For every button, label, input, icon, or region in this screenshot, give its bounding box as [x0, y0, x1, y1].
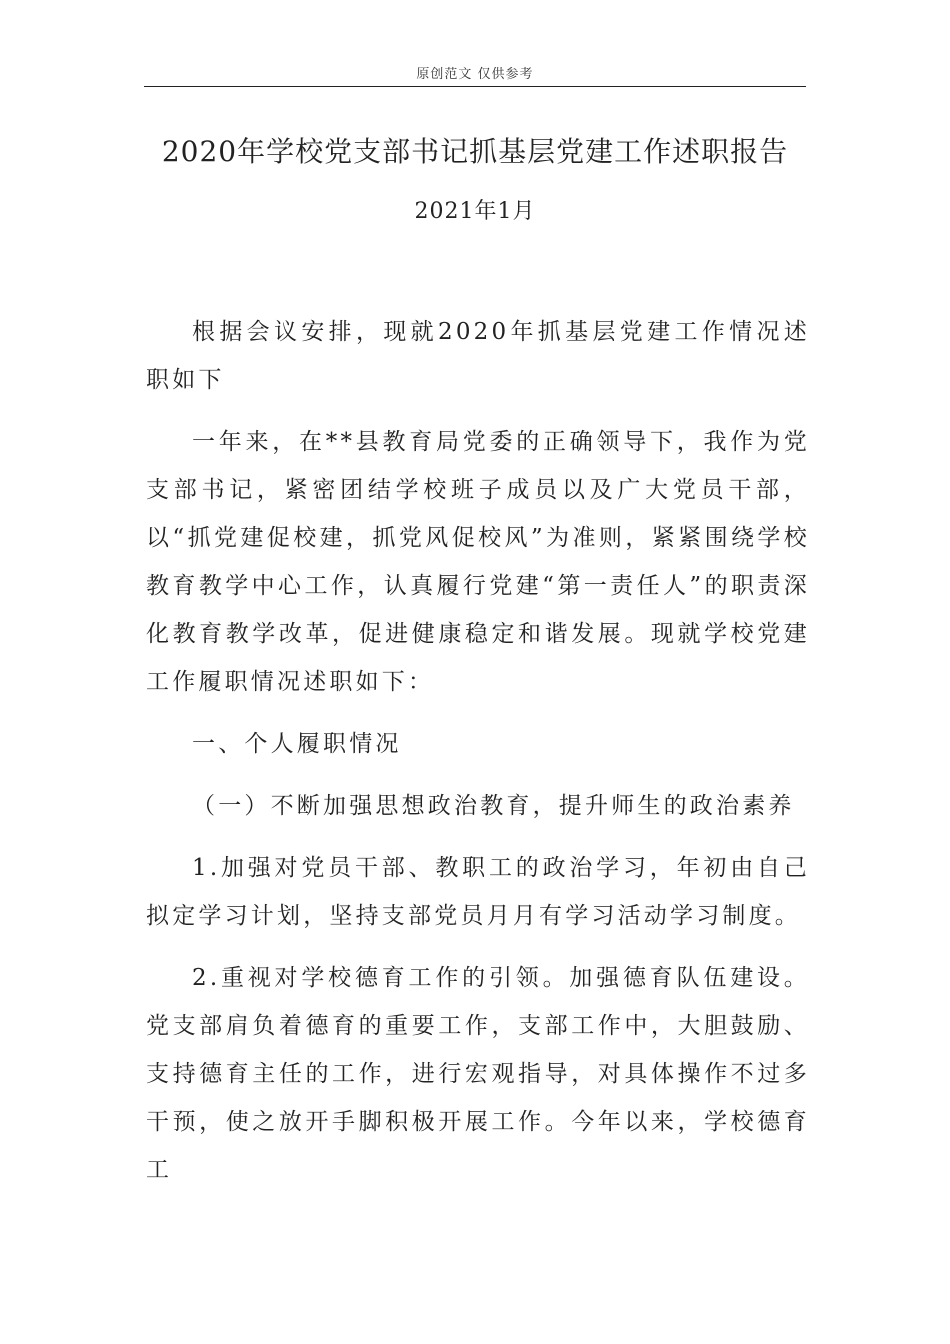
section-heading: 一、个人履职情况	[192, 731, 402, 757]
subsection-heading: （一）不断加强思想政治教育，提升师生的政治素养	[192, 793, 795, 819]
paragraph-overview: 一年来，在**县教育局党委的正确领导下，我作为党支部书记，紧密团结学校班子成员以及广大党员干部，以“抓党建促校建，抓党风促校风”为准则，紧紧围绕学校教育教学中心工作，认真履行党建“第一责任人”的职责深化教育教学改革，促进健康稳定和谐发展。现就学校党建工作履职情况述职如下：	[146, 429, 810, 695]
header-rule	[144, 86, 806, 87]
document-date: 2021年1月	[414, 199, 536, 224]
paragraph-item-1: 1.加强对党员干部、教职工的政治学习，年初由自己拟定学习计划，坚持支部党员月月有学习活动学习制度。	[146, 855, 810, 929]
paragraph-intro: 根据会议安排，现就2020年抓基层党建工作情况述职如下	[146, 319, 810, 393]
document-body	[146, 308, 810, 1208]
paragraph-item-2: 2.重视对学校德育工作的引领。加强德育队伍建设。党支部肩负着德育的重要工作，支部工作中，大胆鼓励、支持德育主任的工作，进行宏观指导，对具体操作不过多干预，使之放开手脚积极开展工作。今年以来，学校德育工	[146, 965, 810, 1183]
page-header: 原创范文 仅供参考	[416, 67, 534, 82]
document-title: 2020年学校党支部书记抓基层党建工作述职报告	[161, 135, 789, 168]
